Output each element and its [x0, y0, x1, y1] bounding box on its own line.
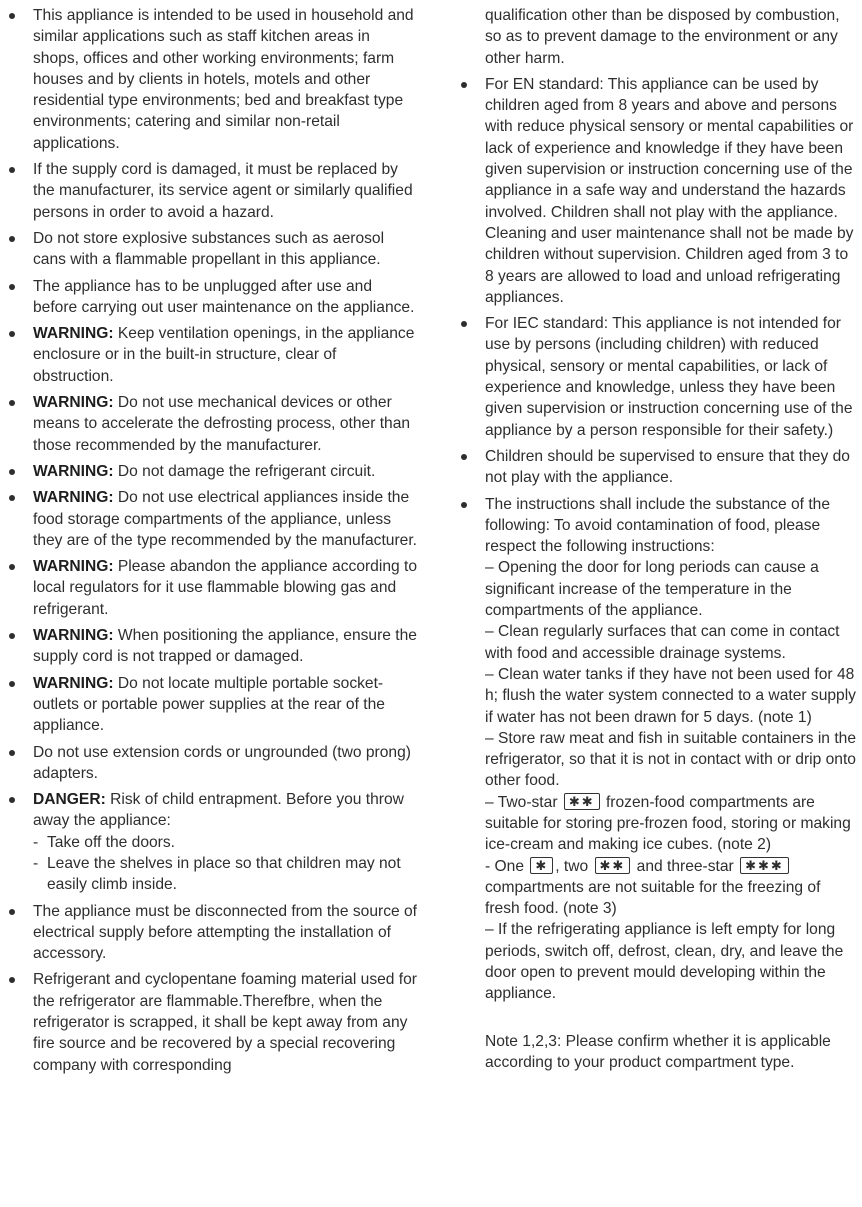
right-column [452, 5, 858, 1073]
list-item-text: Do not store explosive substances such as aerosol cans with a flammable propellant in this appliance. [33, 229, 385, 269]
list-item [0, 323, 418, 387]
one-star-icon: ✱ [530, 857, 553, 874]
list-item [0, 159, 418, 223]
instructions-item [452, 494, 858, 1005]
list-item-text: Risk of child entrapment. Before you throw away the appliance: [33, 791, 404, 830]
sublist-item: - Leave the shelves in place so that children may not easily climb inside. [33, 853, 418, 896]
list-item: For EN standard: This appliance can be used by children aged from 8 years and above and persons with reduce physical sensory or mental capabilities or lack of experience and knowledge if they have been given supervision or instruction concerning use of the appliance in a safe way and understand the hazards involved. Children shall not play with the appliance. Cleaning and user maintenance shall not be made by children without supervision. Children aged from 3 to 8 years are allowed to load and unload refrigerating appliances. [452, 74, 858, 308]
warning-label: WARNING: [33, 627, 114, 645]
warning-label: WARNING: [33, 489, 114, 507]
list-item [0, 487, 418, 551]
list-item [0, 789, 418, 895]
list-item-text: Do not use extension cords or ungrounded (two prong) adapters. [33, 743, 411, 782]
list-item [0, 625, 418, 668]
list-item-text: Keep ventilation openings, in the appliance enclosure or in the built-in structure, clear of obstruction. [33, 325, 415, 385]
list-item-text: Do not use mechanical devices or other means to accelerate the defrosting process, other than those recommended by the manufacturer. [33, 394, 411, 454]
warning-label: WARNING: [33, 558, 114, 576]
continued-paragraph: qualification other than be disposed by combustion, so as to prevent damage to the environment or any other harm. [485, 7, 840, 67]
list-item-text: This appliance is intended to be used in household and similar applications such as staff kitchen areas in shops, offices and other working environments; farm houses and by clients in hotels, motels and other residential type environments; bed and breakfast type environments; catering and similar non-retail applications. [33, 7, 414, 152]
list-item-text: Do not locate multiple portable socket-outlets or portable power supplies at the rear of the appliance. [33, 674, 385, 735]
list-item [0, 228, 418, 271]
instruction-line: – Store raw meat and fish in suitable containers in the refrigerator, so that it is not in contact with or drip onto other food. [485, 729, 856, 790]
list-item-text: The appliance must be disconnected from the source of electrical supply before attempting the installation of accessory. [33, 902, 417, 963]
left-bullet-list [0, 5, 418, 1076]
instruction-line: – Opening the door for long periods can cause a significant increase of the temperature in the compartments of the appliance. [485, 559, 819, 620]
instruction-line-two-star: – Two-star ✱✱ frozen-food compartments are suitable for storing pre-frozen food, storing or making ice-cream and making ice cubes. (note 2) [485, 793, 851, 854]
list-item [0, 5, 418, 154]
list-item-text: When positioning the appliance, ensure the supply cord is not trapped or damaged. [33, 627, 417, 666]
list-item [0, 392, 418, 456]
list-item [0, 673, 418, 737]
three-star-icon: ✱✱✱ [740, 857, 789, 874]
warning-label: WARNING: [33, 674, 114, 692]
left-column [0, 5, 418, 1081]
two-star-icon: ✱✱ [564, 793, 600, 810]
warning-label: WARNING: [33, 394, 114, 412]
danger-sublist [33, 832, 418, 896]
instruction-line-star-ratings: - One ✱ , two ✱✱ and three-star ✱✱✱ compartments are not suitable for the freezing of fresh food. (note 3) [485, 857, 821, 918]
instruction-line: – Clean water tanks if they have not been used for 48 h; flush the water system connected to a water supply if water has not been drawn for 5 days. (note 1) [485, 665, 856, 726]
instruction-line: – Clean regularly surfaces that can come in contact with food and accessible drainage systems. [485, 623, 840, 662]
two-star-icon: ✱✱ [595, 857, 631, 874]
instruction-line: – If the refrigerating appliance is left empty for long periods, switch off, defrost, clean, dry, and leave the door open to prevent mould developing within the appliance. [485, 921, 844, 1003]
list-item-text: Do not damage the refrigerant circuit. [113, 462, 376, 480]
list-item [0, 461, 418, 482]
list-item: For IEC standard: This appliance is not intended for use by persons (including children) with reduced physical, sensory or mental capabilities, or lack of experience and knowledge, unless they have been given supervision or instruction concerning use of the appliance by a person responsible for their safety.) [452, 313, 858, 441]
list-item [0, 556, 418, 620]
list-item-text: Refrigerant and cyclopentane foaming material used for the refrigerator are flammable.Therefbre, when the refrigerator is scrapped, it shall be kept away from any fire source and be recovered by a special recovering company with corresponding [33, 971, 417, 1074]
list-item-text: Do not use electrical appliances inside the food storage compartments of the appliance, unless they are of the type recommended by the manufacturer. [33, 489, 417, 549]
instructions-intro: The instructions shall include the substance of the following: To avoid contamination of food, please respect the following instructions: [485, 495, 830, 556]
list-item [0, 276, 418, 319]
compartment-note: Note 1,2,3: Please confirm whether it is applicable according to your product compartment type. [485, 1032, 831, 1071]
warning-label: DANGER: [33, 791, 106, 809]
list-item [0, 969, 418, 1075]
warning-label: WARNING: [33, 325, 114, 343]
list-item-text: The appliance has to be unplugged after use and before carrying out user maintenance on the appliance. [33, 277, 415, 316]
right-bullet-list [452, 74, 858, 1005]
list-item: Children should be supervised to ensure that they do not play with the appliance. [452, 446, 858, 489]
list-item-text: Please abandon the appliance according to local regulators for it use flammable blowing gas and refrigerant. [33, 558, 418, 618]
list-item-text: If the supply cord is damaged, it must be replaced by the manufacturer, its service agent or similarly qualified persons in order to avoid a hazard. [33, 161, 413, 221]
sublist-item: - Take off the doors. [33, 832, 418, 853]
warning-label: WARNING: [33, 462, 114, 480]
list-item [0, 901, 418, 965]
list-item [0, 742, 418, 785]
